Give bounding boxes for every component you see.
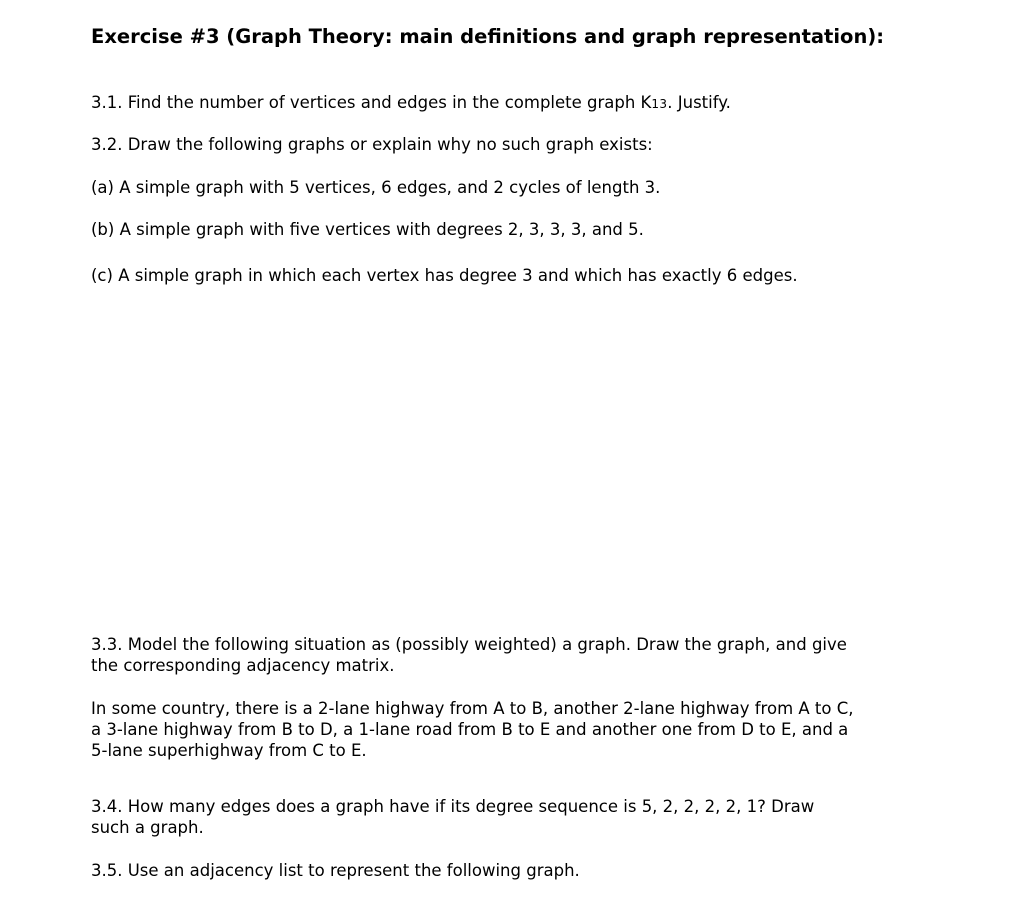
question-3-4-line-1: 3.4. How many edges does a graph have if its degree sequence is 5, 2, 2, 2, 2, 1? Draw	[91, 797, 815, 816]
scenario-line-2: a 3-lane highway from B to D, a 1-lane road from B to E and another one from D to E, and a	[91, 720, 849, 739]
question-3-2-b: (b) A simple graph with five vertices with degrees 2, 3, 3, 3, and 5.	[91, 220, 644, 239]
question-3-4-line-2: such a graph.	[91, 818, 204, 837]
question-3-3-line-1: 3.3. Model the following situation as (possibly weighted) a graph. Draw the graph, and give	[91, 635, 847, 654]
question-3-1	[91, 92, 731, 115]
question-3-5: 3.5. Use an adjacency list to represent the following graph.	[91, 861, 580, 880]
question-3-3-line-2: the corresponding adjacency matrix.	[91, 656, 395, 675]
question-3-1-justify: . Justify.	[667, 93, 731, 112]
question-3-1-text: 3.1. Find the number of vertices and edges in the complete graph K	[91, 93, 652, 112]
question-3-2-intro: 3.2. Draw the following graphs or explain why no such graph exists:	[91, 135, 653, 154]
question-3-2-a: (a) A simple graph with 5 vertices, 6 edges, and 2 cycles of length 3.	[91, 178, 661, 197]
question-3-2-c: (c) A simple graph in which each vertex has degree 3 and which has exactly 6 edges.	[91, 266, 798, 285]
exercise-title: Exercise #3 (Graph Theory: main definitions and graph representation):	[91, 25, 885, 48]
scenario-line-3: 5-lane superhighway from C to E.	[91, 741, 367, 760]
k-subscript: 13	[651, 97, 668, 111]
scenario-line-1: In some country, there is a 2-lane highway from A to B, another 2-lane highway from A to C,	[91, 699, 854, 718]
